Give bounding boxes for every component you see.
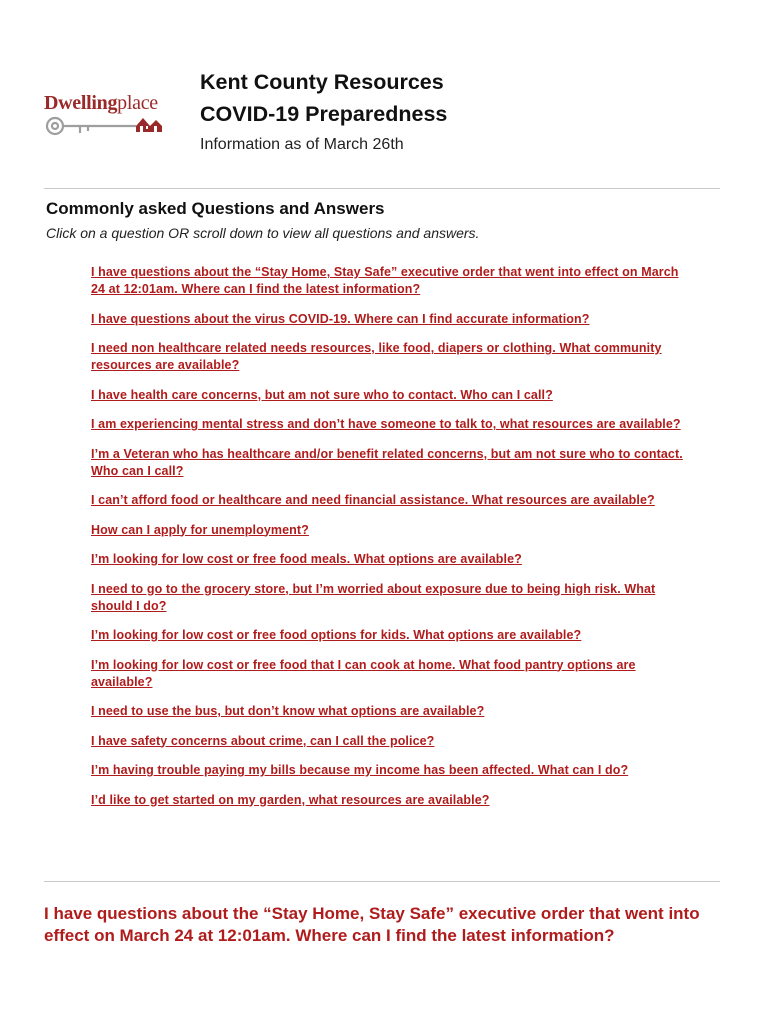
question-link-garden[interactable]: I’d like to get started on my garden, what resources are available?: [91, 792, 490, 807]
faq-subtitle: Click on a question OR scroll down to view all questions and answers.: [46, 225, 480, 241]
divider-bottom: [44, 881, 720, 882]
list-item: [91, 264, 691, 298]
section-heading-stay-home: I have questions about the “Stay Home, Stay Safe” executive order that went into effect on March 24 at 12:01am. Where can I find the latest information?: [44, 904, 700, 945]
page-title-line-2: COVID-19 Preparedness: [200, 102, 448, 126]
logo-text-bold: Dwelling: [44, 92, 118, 114]
list-item: [91, 522, 691, 539]
list-item: [91, 340, 691, 374]
question-link-bus[interactable]: I need to use the bus, but don’t know what options are available?: [91, 704, 485, 718]
question-link-stay-home[interactable]: I have questions about the “Stay Home, Stay Safe” executive order that went into effect on March 24 at 12:01am. Where can I find the latest information?: [91, 265, 679, 296]
list-item: [91, 627, 691, 644]
list-item: [91, 416, 691, 433]
as-of-date: Information as of March 26th: [200, 136, 404, 153]
list-item: [91, 581, 691, 615]
question-link-mental-stress[interactable]: I am experiencing mental stress and don’t have someone to talk to, what resources are available?: [91, 417, 681, 431]
question-link-safety[interactable]: I have safety concerns about crime, can I call the police?: [91, 733, 435, 748]
logo-text-regular: place: [117, 92, 158, 114]
list-item: [91, 551, 691, 568]
key-house-icon: [44, 114, 168, 146]
question-link-bills[interactable]: I’m having trouble paying my bills because my income has been affected. What can I do?: [91, 763, 629, 777]
dwellingplace-logo: [44, 92, 174, 152]
list-item: [91, 762, 691, 779]
question-list: [91, 264, 691, 821]
divider-top: [44, 188, 720, 189]
question-link-food-pantry[interactable]: I’m looking for low cost or free food that I can cook at home. What food pantry options are available?: [91, 657, 636, 689]
list-item: [91, 311, 691, 328]
question-link-financial[interactable]: I can’t afford food or healthcare and need financial assistance. What resources are available?: [91, 493, 655, 507]
question-link-unemployment[interactable]: How can I apply for unemployment?: [91, 522, 309, 537]
list-item: [91, 792, 691, 809]
question-link-kids-food[interactable]: I’m looking for low cost or free food options for kids. What options are available?: [91, 628, 582, 642]
question-link-non-healthcare[interactable]: I need non healthcare related needs resources, like food, diapers or clothing. What community resources are available?: [91, 341, 662, 372]
list-item: [91, 492, 691, 509]
list-item: [91, 446, 691, 480]
faq-title: Commonly asked Questions and Answers: [46, 199, 385, 218]
list-item: [91, 733, 691, 750]
page-header: [200, 66, 447, 154]
question-link-food-meals[interactable]: I’m looking for low cost or free food meals. What options are available?: [91, 552, 522, 566]
list-item: [91, 387, 691, 404]
list-item: [91, 703, 691, 720]
page-title-line-1: Kent County Resources: [200, 70, 444, 94]
question-link-virus-info[interactable]: I have questions about the virus COVID-19. Where can I find accurate information?: [91, 311, 590, 326]
question-link-veteran[interactable]: I’m a Veteran who has healthcare and/or benefit related concerns, but am not sure who to contact. Who can I call?: [91, 446, 683, 478]
question-link-health-care[interactable]: I have health care concerns, but am not sure who to contact. Who can I call?: [91, 387, 553, 402]
question-link-grocery[interactable]: I need to go to the grocery store, but I’m worried about exposure due to being high risk. What should I do?: [91, 581, 656, 613]
list-item: [91, 657, 691, 691]
